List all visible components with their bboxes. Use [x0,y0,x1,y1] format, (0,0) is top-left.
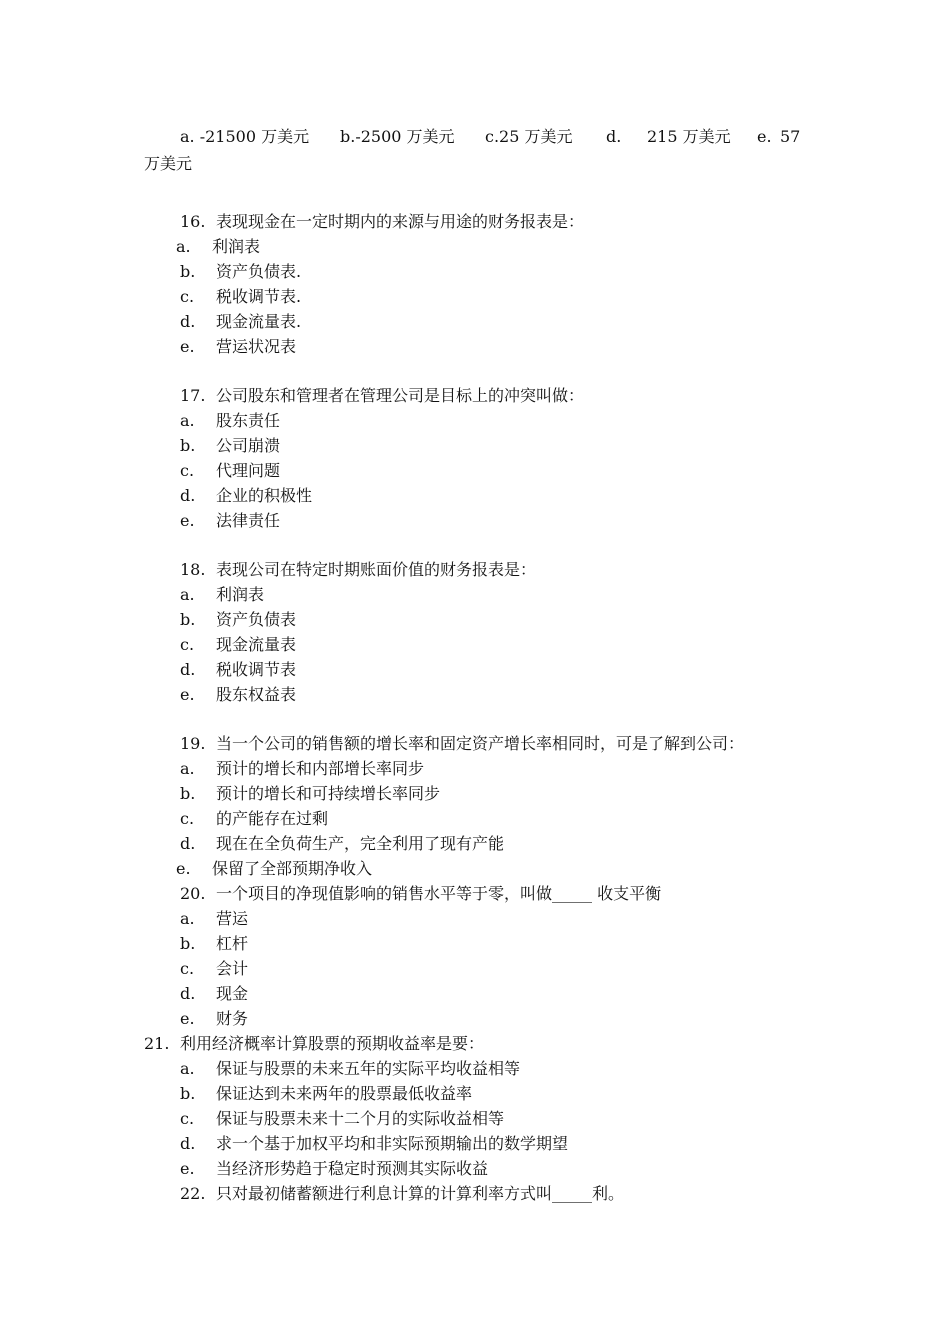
question-16-option-letter: c. [180,287,195,306]
question-16-option-letter: e. [180,337,195,356]
question-21-option-letter: c. [180,1109,195,1128]
question-20-option-letter: b. [180,934,196,953]
question-21-option-text: 求一个基于加权平均和非实际预期输出的数学期望 [216,1134,569,1153]
question-21-text: 利用经济概率计算股票的预期收益率是要： [180,1034,485,1053]
question-20-option-text: 现金 [216,984,249,1003]
question-17-option-letter: c. [180,461,195,480]
q15-option-c: c.25 万美元 [485,127,573,146]
question-19-option-text: 现在在全负荷生产，完全利用了现有产能 [216,834,505,853]
question-22-number: 22. [180,1184,206,1203]
question-20-option-text: 会计 [216,959,249,978]
question-20-number: 20. [180,884,206,903]
question-17-option-text: 股东责任 [216,411,281,430]
q15-option-d-value: 215 万美元 [647,127,731,146]
question-16-option-text: 营运状况表 [216,337,297,356]
question-19-option-text: 预计的增长和可持续增长率同步 [216,784,441,803]
question-19-number: 19. [180,734,206,753]
question-16-option-letter: b. [180,262,196,281]
question-18-option-text: 现金流量表 [216,635,297,654]
question-21-option-text: 保证与股票未来十二个月的实际收益相等 [216,1109,505,1128]
question-18-option-letter: e. [180,685,195,704]
q15-option-e-continued: 万美元 [144,154,193,173]
question-17-option-letter: d. [180,486,196,505]
question-21-number: 21. [144,1034,170,1053]
question-19-option-letter: e. [176,859,191,878]
question-16-option-text: 利润表 [212,237,261,256]
question-19-text: 当一个公司的销售额的增长率和固定资产增长率相同时，可是了解到公司： [216,734,745,753]
question-16-number: 16. [180,212,206,231]
question-17-option-text: 法律责任 [216,511,281,530]
question-17-option-letter: b. [180,436,196,455]
question-17-option-text: 代理问题 [216,461,281,480]
question-18-number: 18. [180,560,206,579]
question-16-text: 表现现金在一定时期内的来源与用途的财务报表是： [216,212,585,231]
question-17-option-text: 公司崩溃 [216,436,281,455]
q15-option-e: e. [757,127,772,146]
question-21-option-text: 保证达到未来两年的股票最低收益率 [216,1084,473,1103]
question-21-option-letter: a. [180,1059,195,1078]
q15-option-e-value: 57 [780,127,801,146]
question-20-option-letter: d. [180,984,196,1003]
question-18-option-text: 税收调节表 [216,660,297,679]
question-19-option-letter: a. [180,759,195,778]
question-16-option-text: 资产负债表. [216,262,302,281]
question-20-text: 一个项目的净现值影响的销售水平等于零，叫做_____ 收支平衡 [216,884,662,903]
q15-option-d: d. [606,127,622,146]
question-18-option-letter: b. [180,610,196,629]
question-22-text: 只对最初储蓄额进行利息计算的计算利率方式叫_____利。 [216,1184,625,1203]
question-16-option-letter: d. [180,312,196,331]
question-18-option-letter: c. [180,635,195,654]
question-21-option-letter: b. [180,1084,196,1103]
q15-option-b: b.-2500 万美元 [340,127,455,146]
question-21-option-letter: d. [180,1134,196,1153]
question-17-option-letter: a. [180,411,195,430]
question-19-option-text: 预计的增长和内部增长率同步 [216,759,425,778]
question-19-option-letter: b. [180,784,196,803]
question-19-option-text: 的产能存在过剩 [216,809,329,828]
question-20-option-text: 财务 [216,1009,249,1028]
question-20-option-text: 营运 [216,909,249,928]
question-19-option-text: 保留了全部预期净收入 [212,859,373,878]
question-18-option-text: 利润表 [216,585,265,604]
question-20-option-letter: c. [180,959,195,978]
question-19-option-letter: d. [180,834,196,853]
question-18-option-letter: a. [180,585,195,604]
question-18-text: 表现公司在特定时期账面价值的财务报表是： [216,560,537,579]
question-18-option-letter: d. [180,660,196,679]
q15-option-a: a. -21500 万美元 [180,127,310,146]
question-17-text: 公司股东和管理者在管理公司是目标上的冲突叫做： [216,386,585,405]
question-17-option-letter: e. [180,511,195,530]
question-17-number: 17. [180,386,206,405]
question-20-option-text: 杠杆 [216,934,249,953]
question-19-option-letter: c. [180,809,195,828]
question-16-option-text: 税收调节表. [216,287,302,306]
question-20-option-letter: a. [180,909,195,928]
question-16-option-letter: a. [176,237,191,256]
question-21-option-text: 当经济形势趋于稳定时预测其实际收益 [216,1159,489,1178]
question-16-option-text: 现金流量表. [216,312,302,331]
question-20-option-letter: e. [180,1009,195,1028]
question-21-option-text: 保证与股票的未来五年的实际平均收益相等 [216,1059,521,1078]
question-18-option-text: 股东权益表 [216,685,297,704]
question-21-option-letter: e. [180,1159,195,1178]
question-17-option-text: 企业的积极性 [216,486,313,505]
question-18-option-text: 资产负债表 [216,610,297,629]
